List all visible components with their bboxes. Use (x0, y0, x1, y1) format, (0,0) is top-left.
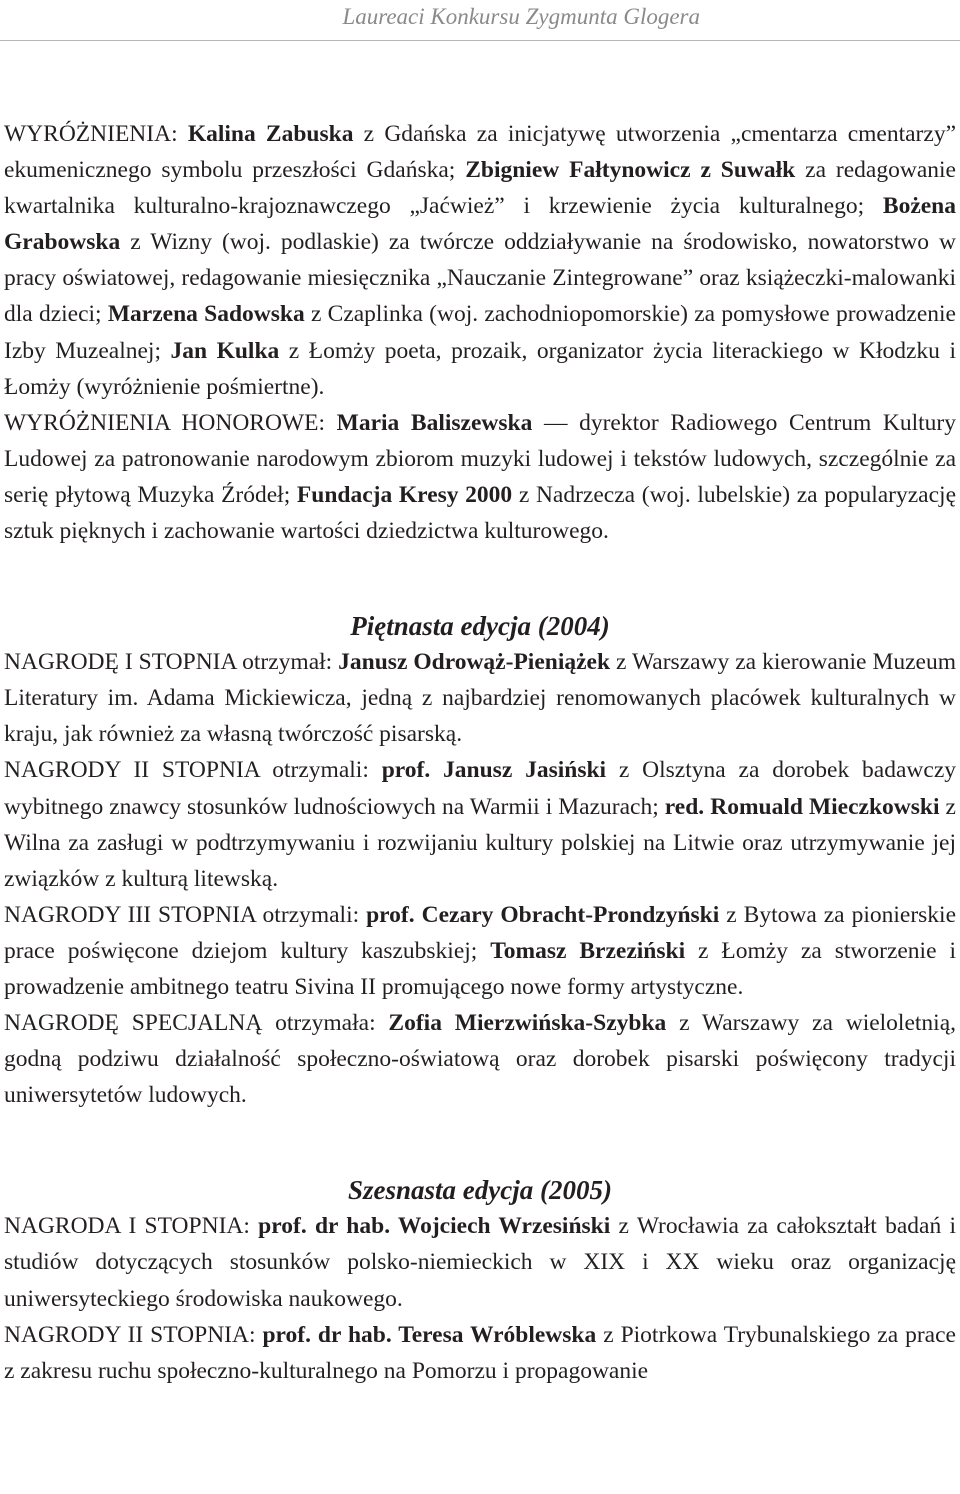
laureate-name: Jan Kulka (170, 337, 280, 364)
paragraph-wyroznienia (4, 116, 956, 405)
laureate-name: red. Romuald Mieczkowski (664, 793, 940, 820)
category-label: NAGRODA I STOPNIA: (4, 1213, 259, 1240)
paragraph-nagroda-specjalna (4, 1005, 956, 1113)
laureate-name: Janusz Odrowąż-Pieniążek (338, 649, 611, 676)
award-description: z Olsztyna za dorobek badawczy wybitnego znawcy stosunków ludnościowych na Warmii i Mazurach; (4, 757, 956, 820)
award-description: z Wilna za zasługi w podtrzymywaniu i rozwijaniu kultury polskiej na Litwie oraz utrzymywanie jej związków z kulturą litewską. (4, 793, 956, 892)
paragraph-wyroznienia-honorowe (4, 405, 956, 549)
laureate-name: Zbigniew Fałtynowicz z Suwałk (465, 157, 796, 184)
laureate-name: Marzena Sadowska (107, 301, 305, 328)
laureate-name: Bożena Grabowska (4, 193, 956, 256)
laureate-name: prof. Cezary Obracht-Prondzyński (366, 901, 720, 928)
award-description: z Czaplinka (woj. zachodniopomorskie) za pomysłowe prowadzenie Izby Muzealnej; (4, 301, 956, 364)
award-description: z Nadrzecza (woj. lubelskie) za popularyzację sztuk pięknych i zachowanie wartości dziedzictwa kulturowego. (4, 481, 957, 545)
section-spacer (4, 549, 956, 608)
category-label: WYRÓŻNIENIA HONOROWE: (4, 409, 337, 436)
award-description: z Gdańska za inicjatywę utworzenia „cmentarza cmentarzy” ekumenicznego symbolu przeszłości Gdańska; (4, 121, 956, 184)
page-content (4, 116, 956, 1389)
paragraph-nagrody-3 (4, 897, 956, 1005)
category-label: NAGRODY II STOPNIA otrzymali: (4, 757, 382, 784)
laureate-name: Tomasz Brzeziński (490, 937, 686, 964)
laureate-name: Fundacja Kresy 2000 (296, 481, 513, 508)
award-description: — dyrektor Radiowego Centrum Kultury Ludowej za patronowanie narodowym zbiorom muzyki ludowej i tekstów ludowych, szczególnie za serię płytową Muzyka Źródeł; (4, 409, 956, 508)
laureate-name: Maria Baliszewska (336, 409, 533, 436)
category-label: WYRÓŻNIENIA: (4, 121, 188, 147)
running-header-title: Laureaci Konkursu Zygmunta Glogera (342, 4, 700, 29)
section-title-edition-15: Piętnasta edycja (2004) (350, 611, 610, 642)
laureate-name: prof. dr hab. Teresa Wróblewska (262, 1321, 597, 1348)
header-divider (0, 40, 960, 41)
paragraph-nagrody-2 (4, 752, 956, 896)
section-spacer (4, 1113, 956, 1172)
paragraph-nagroda-1 (4, 1208, 956, 1316)
award-description: z Łomży za stworzenie i prowadzenie ambitnego teatru Sivina II promującego nowe formy artystyczne. (4, 937, 956, 1000)
category-label: NAGRODĘ SPECJALNĄ otrzymała: (4, 1010, 389, 1037)
award-description: z Piotrkowa Trybunalskiego za prace z zakresu ruchu społeczno-kulturalnego na Pomorzu i propagowanie (4, 1321, 956, 1384)
laureate-name: prof. Janusz Jasiński (381, 757, 607, 784)
category-label: NAGRODY II STOPNIA: (4, 1321, 263, 1348)
laureate-name: Zofia Mierzwińska-Szybka (388, 1010, 667, 1037)
laureate-name: prof. dr hab. Wojciech Wrzesiński (258, 1213, 611, 1240)
paragraph-nagrody-2 (4, 1317, 956, 1389)
category-label: NAGRODY III STOPNIA otrzymali: (4, 901, 367, 928)
section-title-edition-16: Szesnasta edycja (2005) (348, 1175, 612, 1206)
award-description: za redagowanie kwartalnika kulturalno-krajoznawczego „Jaćwież” i krzewienie życia kulturalnego; (4, 157, 956, 220)
award-description: z Warszawy za wieloletnią, godną podziwu działalność społeczno-oświatową oraz dorobek pisarski poświęcony tradycji uniwersytetów ludowych. (4, 1010, 957, 1109)
award-description: z Warszawy za kierowanie Muzeum Literatury im. Adama Mickiewicza, jedną z najbardziej renomowanych placówek kulturalnych w kraju, jak również za własną twórczość pisarską. (4, 649, 956, 748)
category-label: NAGRODĘ I STOPNIA otrzymał: (4, 649, 339, 676)
award-description: z Wrocławia za całokształt badań i studiów dotyczących stosunków polsko-niemieckich w XIX i XX wieku oraz organizację uniwersyteckiego środowiska naukowego. (4, 1213, 956, 1312)
award-description: z Bytowa za pionierskie prace poświęcone dziejom kultury kaszubskiej; (4, 901, 956, 964)
running-header (0, 0, 960, 44)
paragraph-nagroda-1 (4, 644, 956, 752)
laureate-name: Kalina Zabuska (187, 121, 354, 147)
award-description: z Łomży poeta, prozaik, organizator życia literackiego w Kłodzku i Łomży (wyróżnienie pośmiertne). (4, 337, 956, 400)
award-description: z Wizny (woj. podlaskie) za twórcze oddziaływanie na środowisko, nowatorstwo w pracy oświatowej, redagowanie miesięcznika „Nauczanie Zintegrowane” oraz książeczki-malowanki dla dzieci; (4, 229, 956, 328)
